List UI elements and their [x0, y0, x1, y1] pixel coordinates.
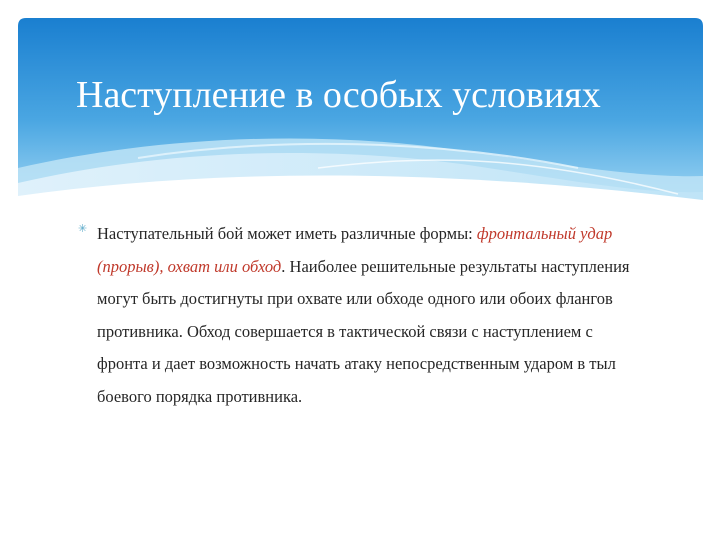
- bullet-item: [78, 218, 638, 413]
- highlighted-forms: фронтальный удар (прорыв), охват или обход: [97, 224, 613, 276]
- bullet-paragraph: [97, 218, 638, 413]
- star-icon: ✳: [78, 222, 88, 235]
- content-body: [78, 218, 638, 413]
- bullet-text-tail: . Наиболее решительные результаты наступления могут быть достигнуты при охвате или обходе одного или обоих флангов противника. Обход совершается в тактической связи с наступлением с фронта и дает возможность начать атаку непосредственным ударом в тыл боевого порядка противника.: [97, 256, 630, 406]
- page-title: Наступление в особых условиях: [76, 74, 601, 116]
- bullet-text-lead: Наступательный бой может иметь различные формы:: [97, 224, 477, 243]
- title-banner: [18, 18, 703, 203]
